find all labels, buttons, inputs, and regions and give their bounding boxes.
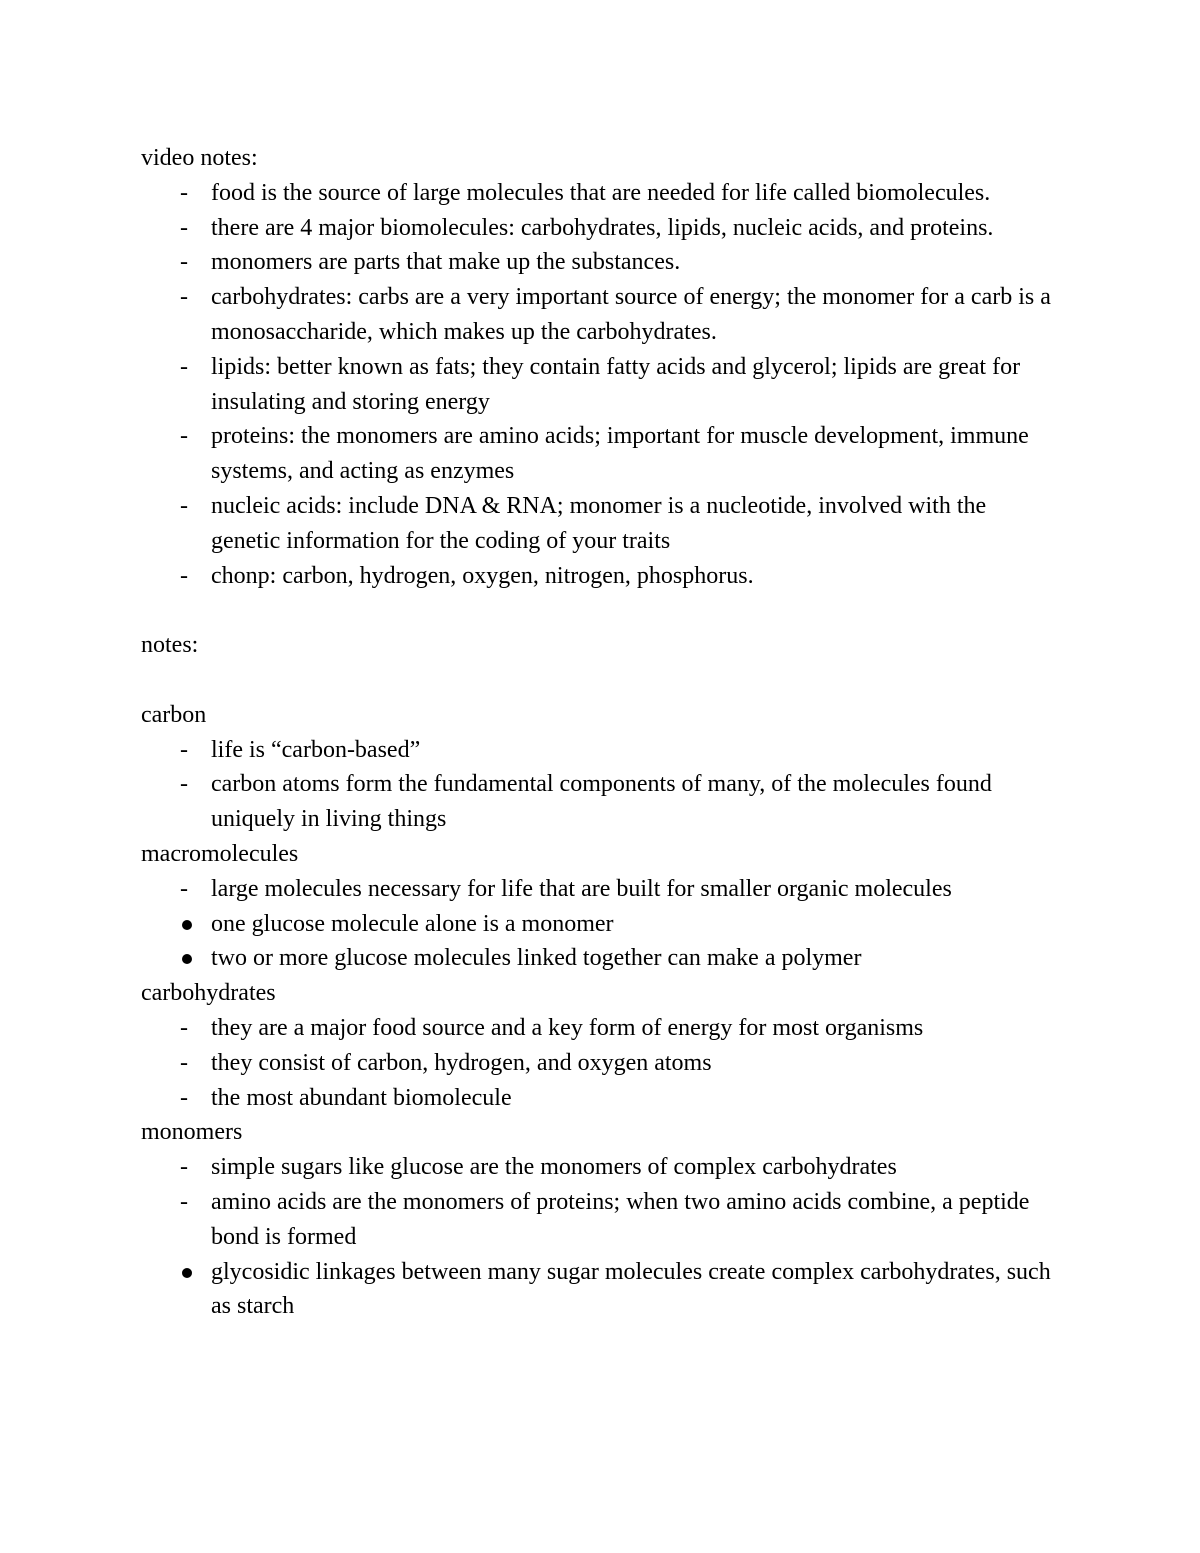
list-item (141, 1046, 1061, 1081)
list-item-text: food is the source of large molecules that are needed for life called biomolecules. (211, 179, 991, 206)
list-item (141, 350, 1061, 420)
list-item-text: proteins: the monomers are amino acids; important for muscle development, immune systems, and acting as enzymes (211, 423, 1029, 485)
dash-marker: - (180, 1084, 188, 1111)
video-notes-heading: video notes: (141, 145, 258, 171)
list-item-text: amino acids are the monomers of proteins; when two amino acids combine, a peptide bond is formed (211, 1188, 1030, 1250)
dash-marker: - (180, 1188, 188, 1215)
list-item (141, 211, 1061, 246)
list-item (141, 176, 1061, 211)
list-item-text: glycosidic linkages between many sugar molecules create complex carbohydrates, such as starch (211, 1258, 1051, 1320)
notes-heading: notes: (141, 632, 199, 659)
list-item-text: life is “carbon-based” (211, 736, 421, 763)
list-item (141, 1255, 1061, 1325)
blank-line (141, 663, 1061, 698)
dash-marker: - (180, 736, 188, 763)
list-item (141, 419, 1061, 489)
dash-marker: - (180, 423, 188, 450)
list-item (141, 1150, 1061, 1185)
list-item-text: nucleic acids: include DNA & RNA; monomer is a nucleotide, involved with the genetic information for the coding of your traits (211, 492, 987, 554)
list-item-text: the most abundant biomolecule (211, 1084, 512, 1111)
list-item-text: chonp: carbon, hydrogen, oxygen, nitrogen, phosphorus. (211, 562, 754, 589)
carbohydrates-list (141, 1011, 1061, 1115)
list-item (141, 767, 1061, 837)
list-item (141, 872, 1061, 907)
carbohydrates-heading: carbohydrates (141, 980, 276, 1007)
list-item (141, 1185, 1061, 1255)
list-item (141, 907, 1061, 942)
dash-marker: - (180, 771, 188, 798)
list-item (141, 1081, 1061, 1116)
document-body (141, 141, 1061, 1324)
video-notes-list (141, 176, 1061, 594)
list-item (141, 489, 1061, 559)
carbon-list (141, 733, 1061, 837)
list-item-text: there are 4 major biomolecules: carbohydrates, lipids, nucleic acids, and proteins. (211, 214, 994, 241)
list-item-text: they are a major food source and a key form of energy for most organisms (211, 1014, 924, 1041)
bullet-icon (182, 954, 192, 964)
blank-line (141, 593, 1061, 628)
monomers-list (141, 1150, 1061, 1324)
monomers-heading: monomers (141, 1119, 243, 1146)
dash-marker: - (180, 214, 188, 241)
dash-marker: - (180, 179, 188, 206)
macromolecules-list (141, 872, 1061, 976)
list-item-text: two or more glucose molecules linked together can make a polymer (211, 945, 862, 972)
list-item-text: carbon atoms form the fundamental components of many, of the molecules found uniquely in living things (211, 771, 992, 833)
list-item-text: monomers are parts that make up the substances. (211, 249, 681, 276)
list-item-text: lipids: better known as fats; they contain fatty acids and glycerol; lipids are great for insulating and storing energy (211, 353, 1021, 415)
bullet-icon (182, 1268, 192, 1278)
bullet-icon (182, 920, 192, 930)
dash-marker: - (180, 875, 188, 902)
list-item-text: carbohydrates: carbs are a very important source of energy; the monomer for a carb is a monosaccharide, which makes up the carbohydrates. (211, 284, 1051, 345)
list-item-text: they consist of carbon, hydrogen, and oxygen atoms (211, 1049, 712, 1076)
carbon-heading: carbon (141, 701, 207, 728)
list-item-text: one glucose molecule alone is a monomer (211, 910, 614, 937)
dash-marker: - (180, 1014, 188, 1041)
list-item (141, 1011, 1061, 1046)
list-item (141, 733, 1061, 768)
dash-marker: - (180, 284, 188, 311)
dash-marker: - (180, 562, 188, 589)
list-item (141, 245, 1061, 280)
list-item-text: simple sugars like glucose are the monomers of complex carbohydrates (211, 1154, 897, 1181)
dash-marker: - (180, 249, 188, 276)
list-item (141, 559, 1061, 594)
macromolecules-heading: macromolecules (141, 840, 299, 867)
list-item-text: large molecules necessary for life that are built for smaller organic molecules (211, 875, 952, 902)
dash-marker: - (180, 1154, 188, 1181)
dash-marker: - (180, 1049, 188, 1076)
dash-marker: - (180, 353, 188, 380)
list-item (141, 280, 1061, 350)
dash-marker: - (180, 492, 188, 519)
list-item (141, 941, 1061, 976)
